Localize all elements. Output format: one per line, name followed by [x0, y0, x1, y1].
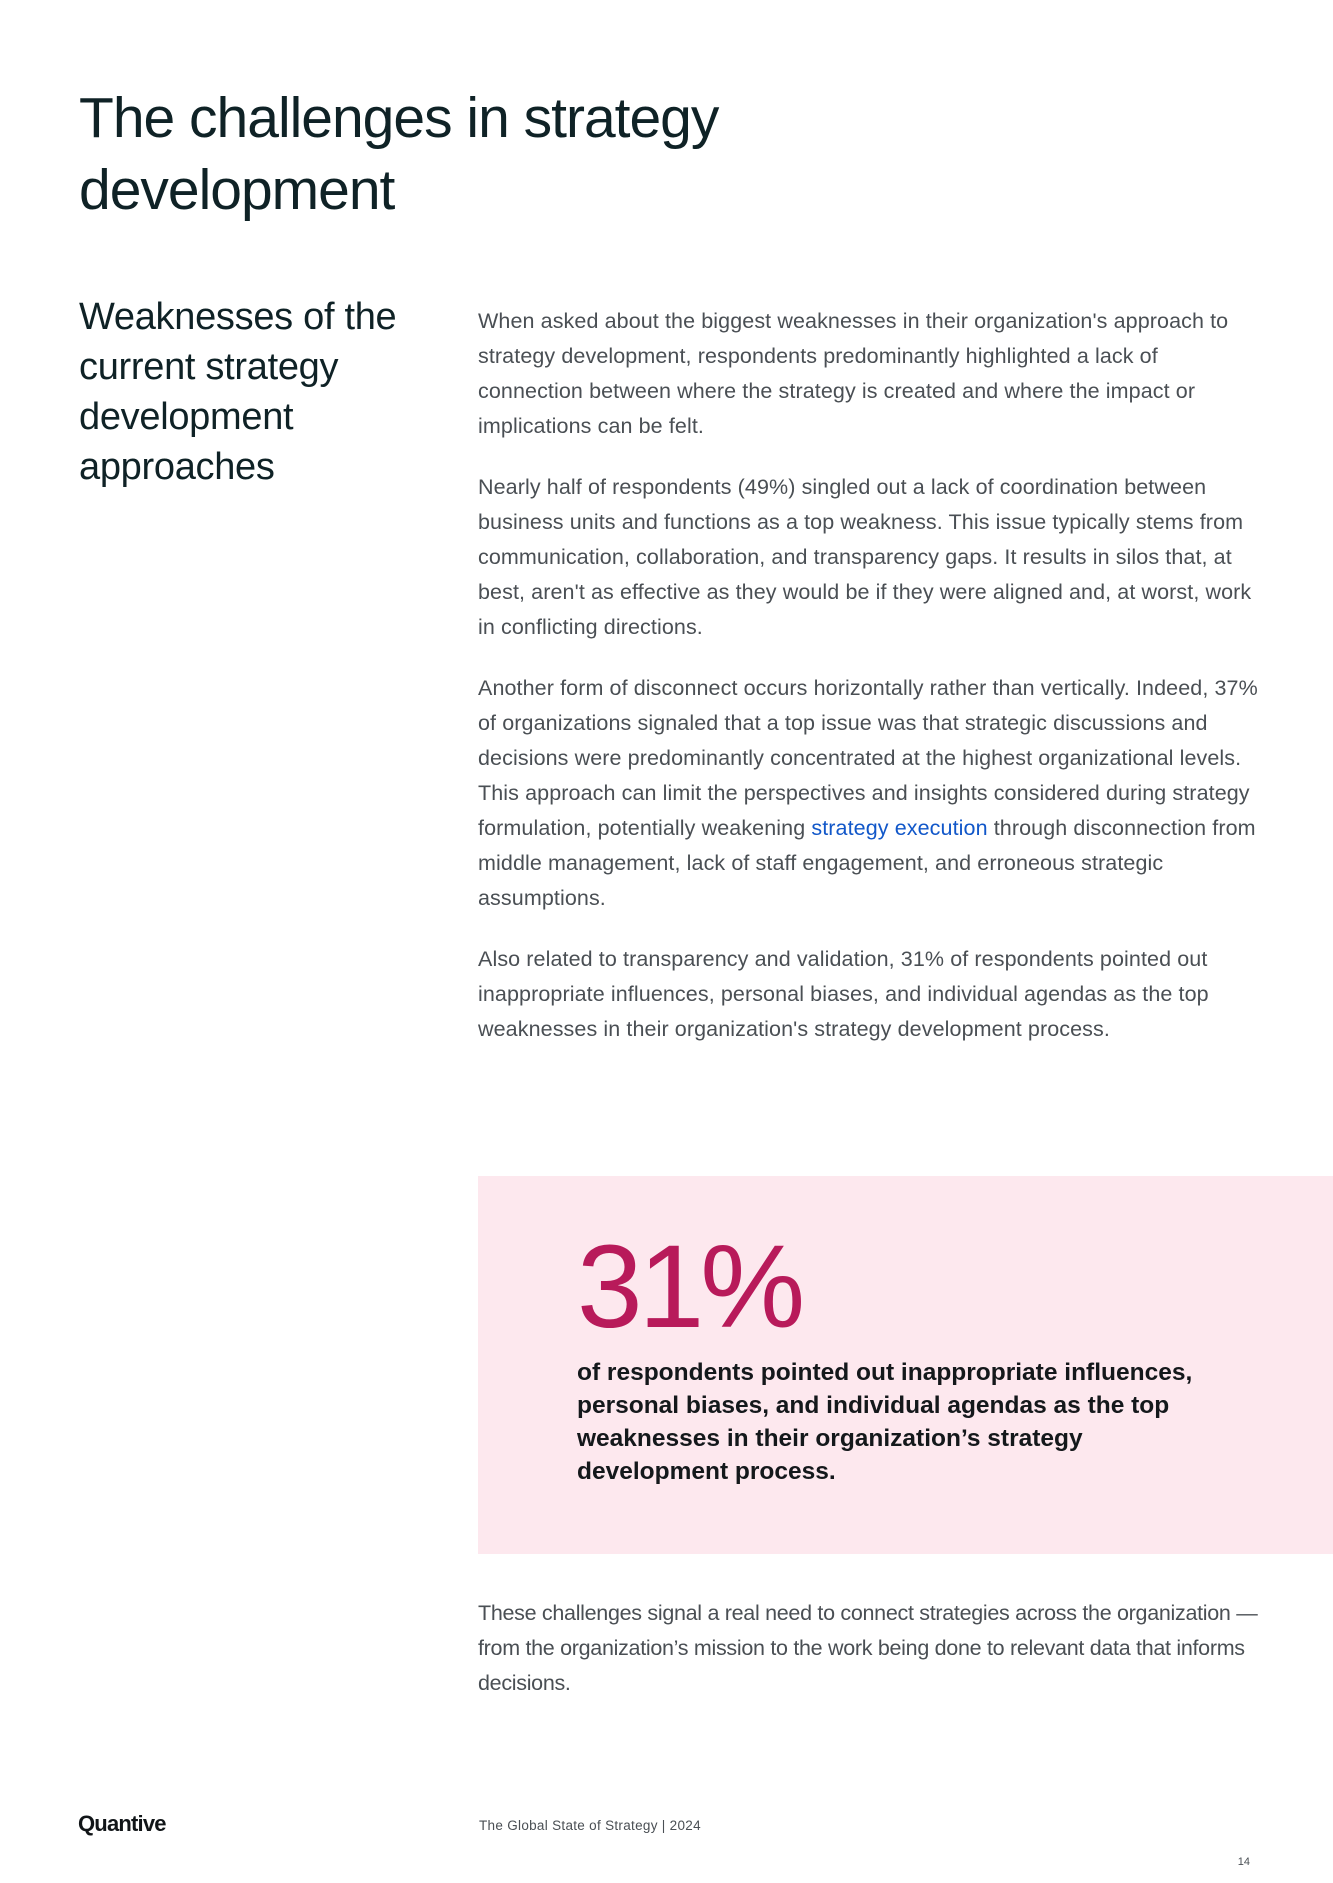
- paragraph-1: When asked about the biggest weaknesses in their organization's approach to strategy development, respondents predominantly highlighted a lack of connection between where the strategy is created and where the impact or implications can be felt.: [478, 309, 1229, 438]
- page-number: 14: [1237, 1856, 1250, 1868]
- paragraph-3-text-b: through disconnection from middle management, lack of staff engagement, and erroneous strategic assumptions.: [478, 816, 1256, 910]
- closing-paragraph: These challenges signal a real need to connect strategies across the organization — from the organization’s mission to the work being done to relevant data that informs decisions.: [478, 1601, 1258, 1695]
- callout-text: of respondents pointed out inappropriate influences, personal biases, and individual agendas as the top weaknesses in their organization’s strategy development process.: [577, 1359, 1193, 1485]
- paragraph-4: Also related to transparency and validation, 31% of respondents pointed out inappropriate influences, personal biases, and individual agendas as the top weaknesses in their organization's strategy development process.: [478, 947, 1209, 1041]
- body-text: [478, 304, 1258, 1073]
- page-title: The challenges in strategy development: [79, 86, 719, 222]
- footer-document-title: The Global State of Strategy | 2024: [479, 1818, 701, 1833]
- paragraph-2: Nearly half of respondents (49%) singled out a lack of coordination between business units and functions as a top weakness. This issue typically stems from communication, collaboration, and transparency gaps. It results in silos that, at best, aren't as effective as they would be if they were aligned and, at worst, work in conflicting directions.: [478, 475, 1252, 639]
- stat-callout: [478, 1176, 1333, 1554]
- paragraph-3: [478, 671, 1258, 916]
- paragraph-3-text-a: Another form of disconnect occurs horizontally rather than vertically. Indeed, 37% of organizations signaled that a top issue was that strategic discussions and decisions were predominantly concentrated at the highest organizational levels. This approach can limit the perspectives and insights considered during strategy formulation, potentially weakening: [478, 676, 1258, 840]
- callout-stat: 31%: [577, 1221, 802, 1353]
- quantive-logo: Quantive: [78, 1811, 166, 1836]
- section-heading: Weaknesses of the current strategy development approaches: [79, 296, 397, 488]
- strategy-execution-link[interactable]: strategy execution: [811, 816, 988, 840]
